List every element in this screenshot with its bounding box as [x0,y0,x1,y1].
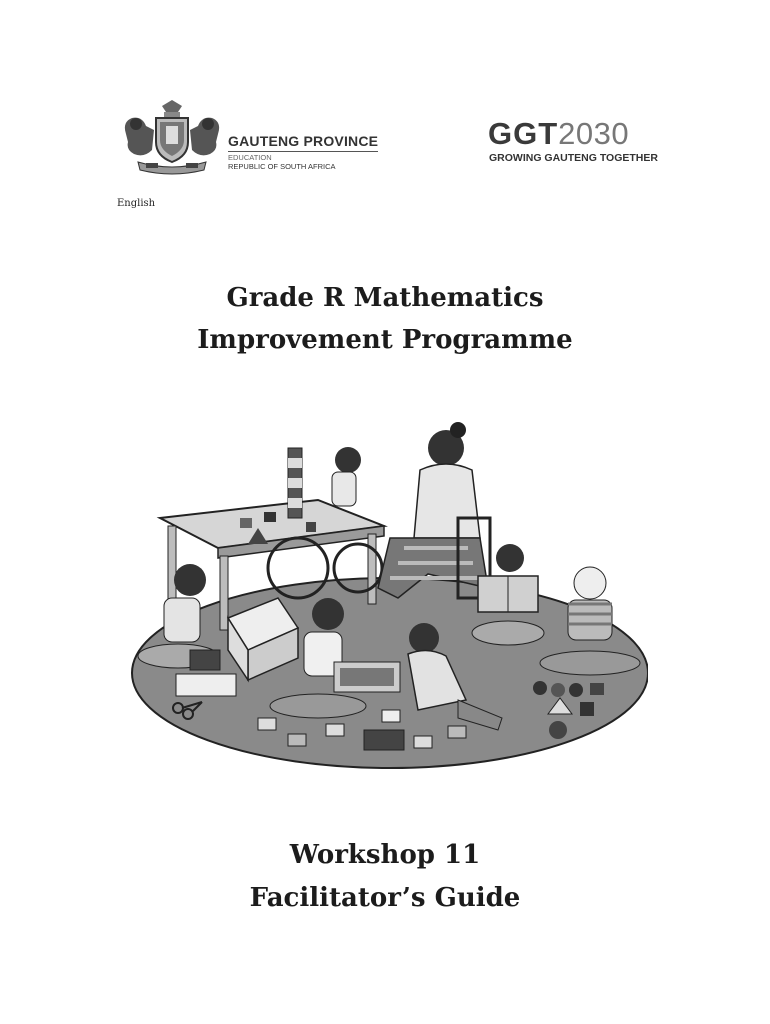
ggt-2030-logo [488,118,668,168]
workshop-number: Workshop 11 [289,840,481,870]
logo-divider [228,151,378,152]
province-name: GAUTENG PROVINCE [228,133,379,149]
department-name: EDUCATION [228,153,272,162]
ggt-tagline: GROWING GAUTENG TOGETHER [489,152,658,164]
guide-type: Facilitator’s Guide [249,883,521,913]
country-name: REPUBLIC OF SOUTH AFRICA [228,162,336,171]
coat-of-arms-icon [118,100,226,178]
ggt-year: 2030 [558,116,630,151]
document-title-line-1: Grade R Mathematics [226,283,544,313]
gauteng-province-logo [118,100,388,180]
document-title-line-2: Improvement Programme [197,325,573,355]
language-label: English [117,198,156,209]
ggt-letters: GGT [488,116,559,151]
ggt-mark [488,118,629,149]
classroom-illustration [128,418,648,770]
